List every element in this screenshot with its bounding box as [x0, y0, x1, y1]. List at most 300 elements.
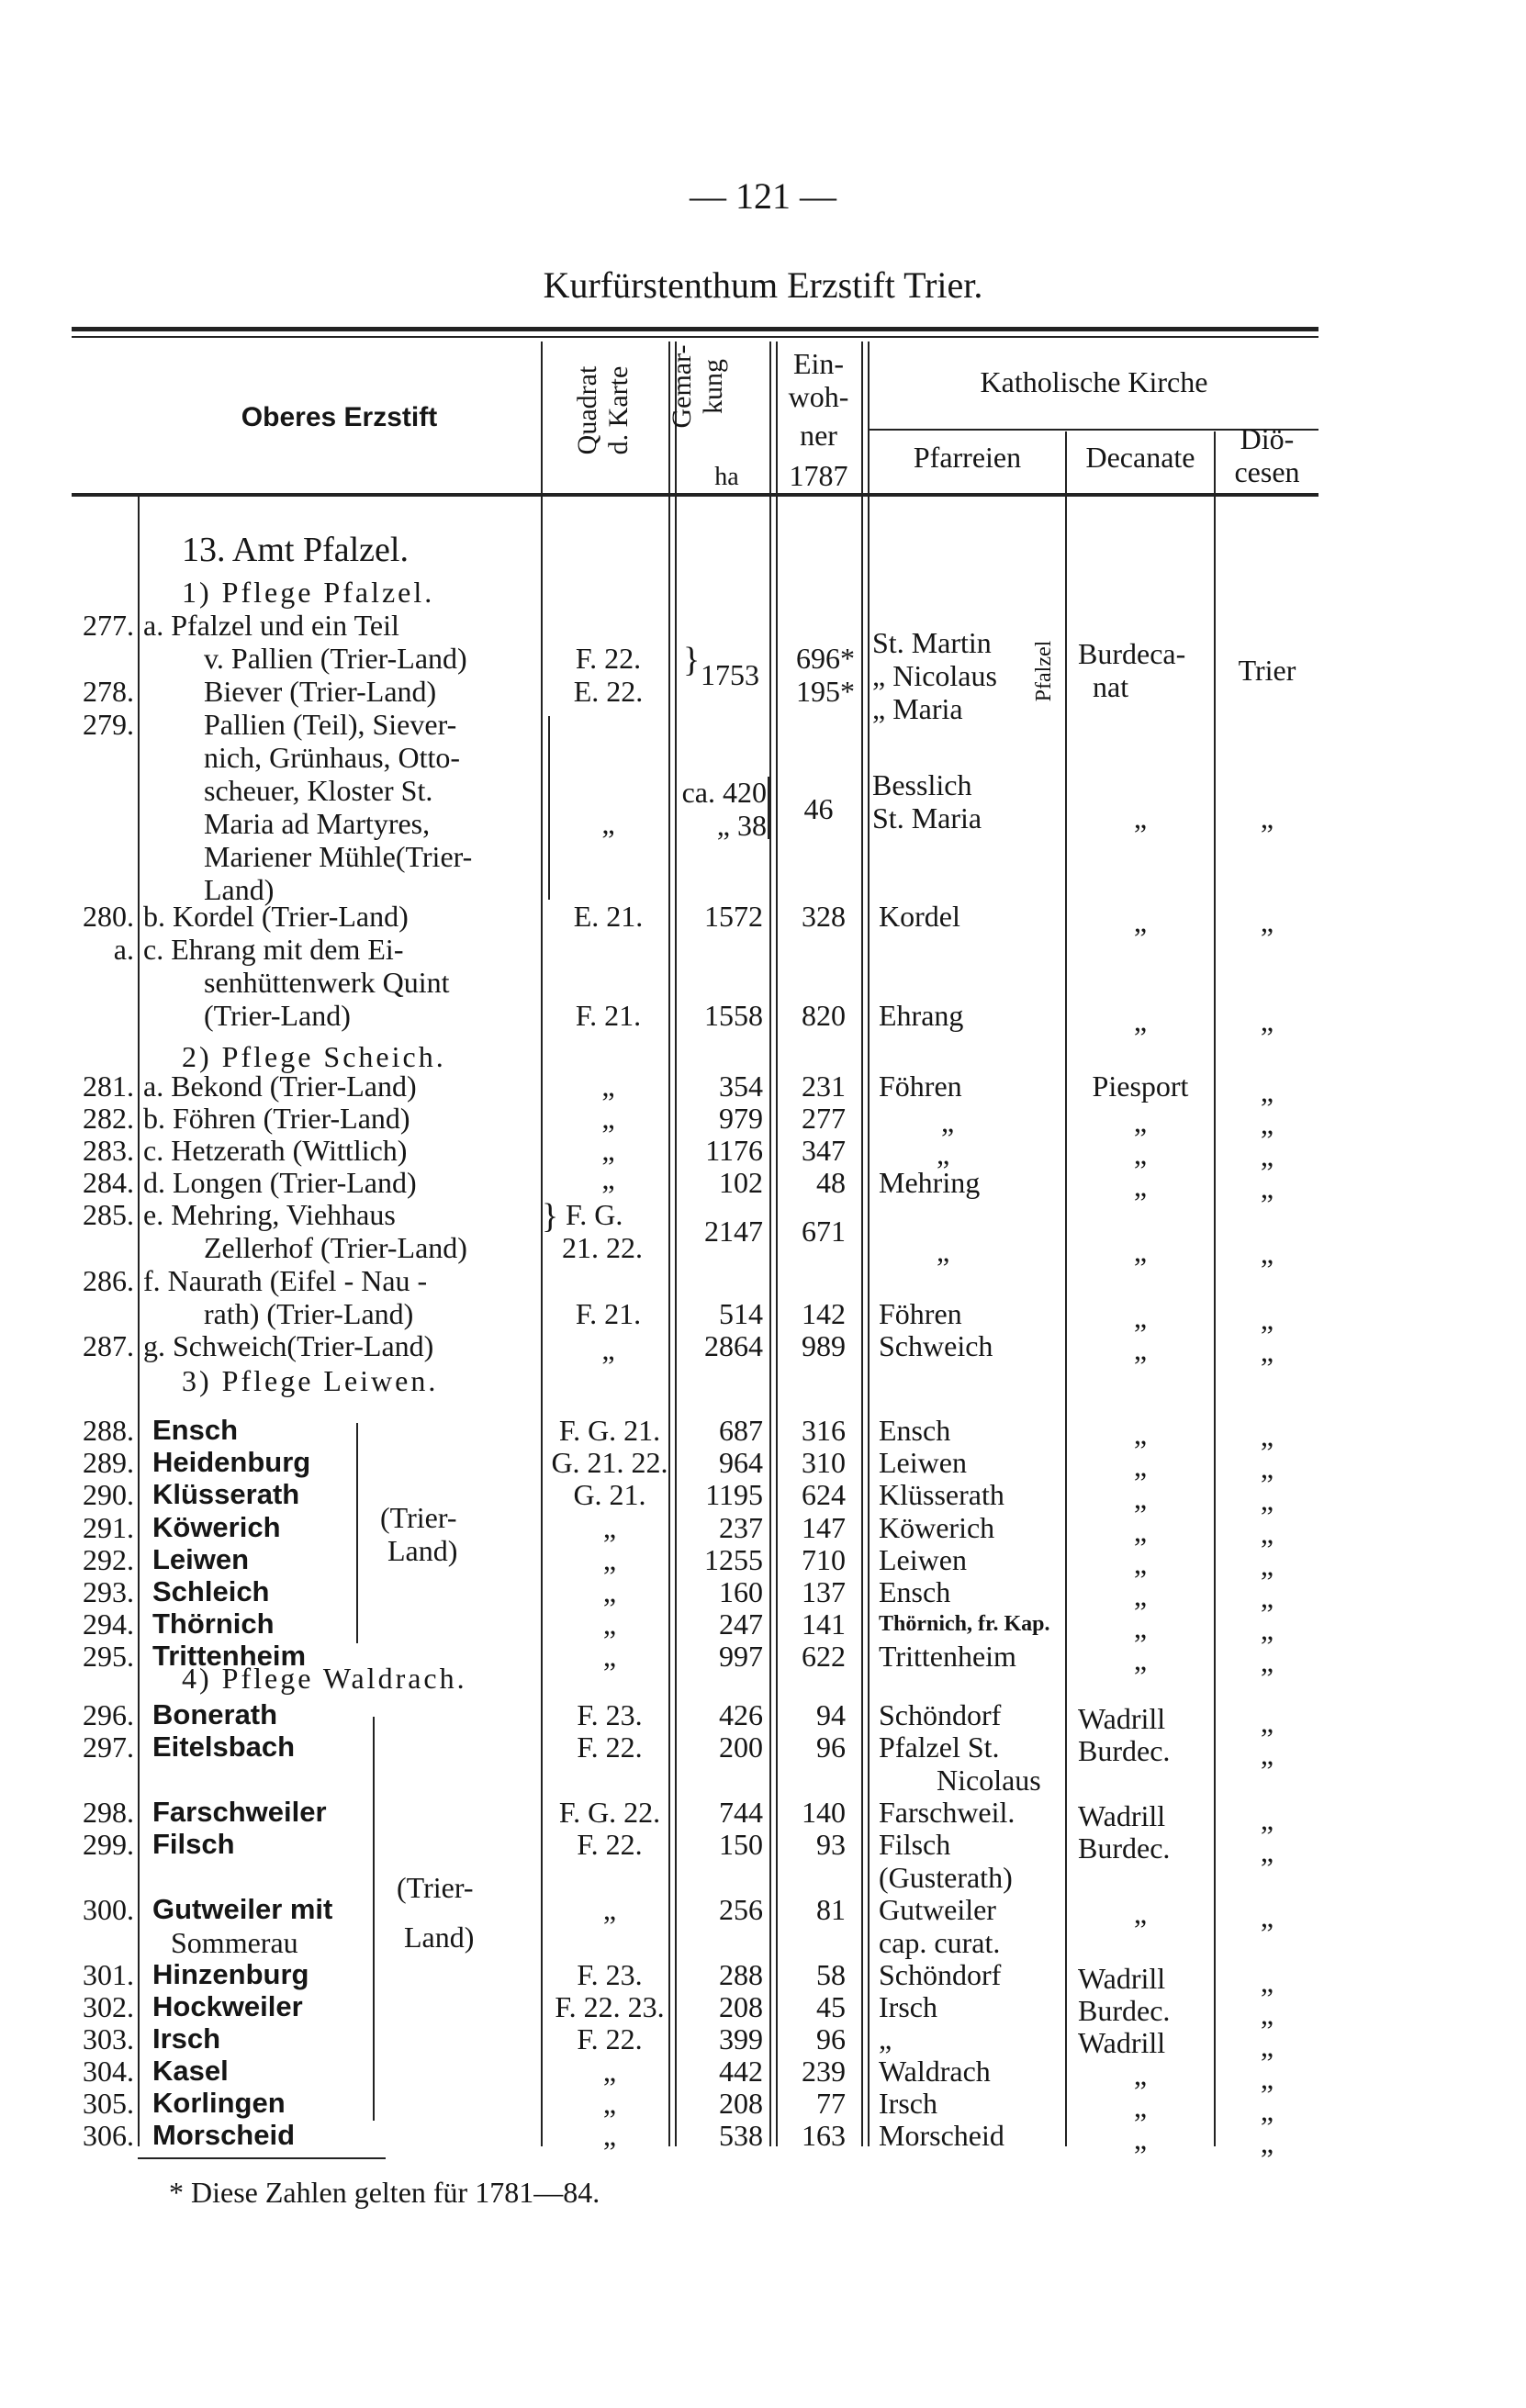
row-number: 301. [83, 1958, 134, 1991]
gemarkung-value: 1255 [704, 1543, 763, 1576]
row-number: 290. [83, 1478, 134, 1511]
decanat-value: „ [1133, 1611, 1148, 1644]
pfarrei-value: „ [879, 2022, 892, 2055]
quadrat-value: G. 21. 22. [551, 1446, 668, 1479]
place-label: Farschweiler [152, 1796, 327, 1828]
gemarkung-value: 426 [719, 1698, 763, 1731]
einwohner-value: 820 [802, 999, 846, 1032]
quadrat-value: „ [602, 1893, 617, 1926]
place-label: a. Pfalzel und ein Teil [143, 609, 399, 642]
pfarrei-value: St. Martin [872, 626, 992, 659]
place-label: Zellerhof (Trier-Land) [204, 1231, 467, 1264]
place-label: rath) (Trier-Land) [204, 1297, 414, 1330]
einwohner-value: 163 [802, 2119, 846, 2152]
pfarrei-value: Leiwen [879, 1446, 967, 1479]
page-title: Kurfürstenthum Erzstift Trier. [543, 264, 983, 306]
row-number: 278. [83, 675, 134, 708]
row-number: 279. [83, 708, 134, 741]
gemarkung-value: 354 [719, 1070, 763, 1103]
quadrat-value: „ [601, 1162, 615, 1195]
pfarrei-value: Gutweiler [879, 1893, 996, 1926]
place-label: Kasel [152, 2055, 229, 2087]
place-label: Maria ad Martyres, [204, 807, 431, 840]
gemarkung-value: 102 [719, 1166, 763, 1199]
quadrat-value: „ [602, 2055, 617, 2088]
gemarkung-value: 160 [719, 1575, 763, 1608]
quadrat-value: „ [601, 807, 615, 840]
pfarrei-value: Trittenheim [879, 1640, 1016, 1673]
rule-num [138, 497, 140, 2146]
rule-einwohner-a [861, 342, 863, 2146]
quadrat-value: „ [601, 1102, 615, 1135]
gemarkung-value: 150 [719, 1828, 763, 1861]
pfarrei-value: Ensch [879, 1414, 951, 1447]
dioecese-value: „ [1260, 1139, 1274, 1172]
rule-pfarreien [1065, 431, 1067, 2146]
quadrat-value: E. 21. [573, 900, 644, 933]
quadrat-value: F. 22. [577, 2022, 643, 2055]
place-label: Thörnich [152, 1607, 275, 1640]
footnote-rule [138, 2157, 386, 2159]
row-number: 283. [83, 1134, 134, 1167]
group-brace [768, 777, 769, 839]
place-label: Heidenburg [152, 1446, 311, 1478]
gemarkung-value: 1176 [705, 1134, 763, 1167]
place-label: g. Schweich(Trier-Land) [143, 1329, 434, 1362]
quadrat-value: „ [601, 1134, 615, 1167]
einwohner-value: 81 [816, 1893, 846, 1926]
decanat-value: „ [1133, 2058, 1148, 2091]
header-quadrat-2: d. Karte [603, 365, 634, 455]
quadrat-value: F. 22. [577, 1828, 643, 1861]
pfarrei-value: Filsch [879, 1828, 951, 1861]
place-label: Ensch [152, 1414, 239, 1446]
dioecese-value: „ [1260, 1237, 1274, 1270]
gemarkung-value: 247 [719, 1607, 763, 1641]
header-kirche: Katholische Kirche [980, 365, 1208, 398]
quadrat-value: F. 21. [575, 999, 642, 1032]
place-label: Pallien (Teil), Siever- [204, 708, 457, 741]
quadrat-value: F. 21. [575, 1297, 642, 1330]
pfarrei-value: Schöndorf [879, 1698, 1002, 1731]
decanat-value: „ [1133, 1547, 1148, 1580]
quadrat-value: „ [602, 1607, 617, 1641]
header-einwohner-3: ner [800, 419, 837, 452]
row-number: 289. [83, 1446, 134, 1479]
row-number: 302. [83, 1990, 134, 2023]
place-label: c. Ehrang mit dem Ei- [143, 933, 404, 966]
place-label: c. Hetzerath (Wittlich) [143, 1134, 408, 1167]
gemarkung-value: 200 [719, 1730, 763, 1764]
place-label: (Trier-Land) [204, 999, 351, 1032]
pfarrei-value: Föhren [879, 1297, 962, 1330]
dioecese-value: „ [1260, 1517, 1274, 1550]
decanat-value: Wadrill [1078, 1799, 1166, 1832]
header-pfarreien: Pfarreien [913, 441, 1022, 474]
einwohner-value: 195* [796, 675, 855, 708]
quadrat-value: F. G. 21. [558, 1414, 661, 1447]
place-label: Mariener Mühle(Trier- [204, 840, 473, 873]
decanat-value: „ [1133, 1417, 1148, 1450]
header-gemarkung-2: kung [698, 359, 728, 414]
pfarrei-value: Mehring [879, 1166, 981, 1199]
pfarrei-value: Klüsserath [879, 1478, 1004, 1511]
dioecese-value: „ [1260, 1613, 1274, 1646]
einwohner-value: 231 [802, 1070, 846, 1103]
dioecese-value: „ [1260, 1451, 1274, 1484]
pfarrei-value: Thörnich, fr. Kap. [879, 1612, 1050, 1636]
gemarkung-value: 538 [719, 2119, 763, 2152]
gemarkung-value: 208 [719, 2087, 763, 2120]
dioecese-value: „ [1260, 1004, 1274, 1037]
gemarkung-value: 1195 [705, 1478, 763, 1511]
einwohner-value: 710 [802, 1543, 846, 1576]
decanat-value: Piesport [1092, 1070, 1189, 1103]
decanat-value: Wadrill [1078, 1702, 1166, 1735]
quadrat-value: F. G. 22. [558, 1796, 661, 1829]
gemarkung-value: 2147 [704, 1215, 763, 1248]
decanat-value: „ [1133, 905, 1148, 938]
place-label: b. Föhren (Trier-Land) [143, 1102, 410, 1135]
pfarrei-value: Schweich [879, 1329, 993, 1362]
dioecese-value: „ [1260, 1075, 1274, 1108]
row-number: 297. [83, 1730, 134, 1764]
gemarkung-value: 964 [719, 1446, 763, 1479]
land-note: (Trier- [380, 1501, 457, 1534]
gemarkung-value: 514 [719, 1297, 763, 1330]
einwohner-value: 347 [802, 1134, 846, 1167]
row-number: 292. [83, 1543, 134, 1576]
place-label: Filsch [152, 1828, 235, 1860]
row-number: 282. [83, 1102, 134, 1135]
footnote: * Diese Zahlen gelten für 1781—84. [169, 2176, 600, 2209]
header-gemarkung-unit: ha [714, 463, 739, 491]
einwohner-value: 137 [802, 1575, 846, 1608]
row-number: 303. [83, 2022, 134, 2055]
dioecese-value: „ [1260, 1419, 1274, 1452]
pfarrei-value: Köwerich [879, 1511, 995, 1544]
row-number: 286. [83, 1264, 134, 1297]
einwohner-value: 46 [803, 792, 834, 825]
place-label: Irsch [152, 2022, 221, 2055]
quadrat-value: G. 21. [573, 1478, 646, 1511]
dioecese-value: „ [1260, 1549, 1274, 1582]
rule-quadrat-b [675, 342, 677, 2146]
einwohner-value: 96 [816, 2022, 846, 2055]
header-dioecesen-2: cesen [1234, 455, 1300, 488]
dioecese-value: „ [1260, 1706, 1274, 1739]
pfarrei-value: Nicolaus [937, 1764, 1041, 1797]
group-brace [356, 1423, 358, 1643]
rule-einwohner-b [868, 342, 870, 2146]
place-label: v. Pallien (Trier-Land) [204, 642, 467, 675]
quadrat-value: „ [602, 1575, 617, 1608]
group-brace: } [542, 1197, 559, 1236]
gemarkung-value: 1558 [704, 999, 763, 1032]
quadrat-value: „ [601, 1070, 615, 1103]
gemarkung-value: 288 [719, 1958, 763, 1991]
gemarkung-value: 997 [719, 1640, 763, 1673]
dioecese-value: „ [1260, 1171, 1274, 1204]
pfarrei-value: Ehrang [879, 999, 964, 1032]
einwohner-value: 48 [816, 1166, 846, 1199]
pfarrei-value: Föhren [879, 1070, 962, 1103]
pfarrei-value: (Gusterath) [879, 1861, 1013, 1894]
gemarkung-value: 442 [719, 2055, 763, 2088]
row-number: 277. [83, 609, 134, 642]
decanat-value: „ [1133, 1235, 1148, 1268]
gemarkung-value: 237 [719, 1511, 763, 1544]
decanat-value: Burdec. [1078, 1831, 1171, 1865]
quadrat-value: „ [602, 1511, 617, 1544]
pflege-heading-4: 4) Pflege Waldrach. [182, 1662, 467, 1695]
place-label: d. Longen (Trier-Land) [143, 1166, 417, 1199]
rule-decanate [1214, 431, 1216, 2146]
gemarkung-value: 256 [719, 1893, 763, 1926]
row-number: 294. [83, 1607, 134, 1641]
einwohner-value: 142 [802, 1297, 846, 1330]
einwohner-value: 671 [802, 1215, 846, 1248]
einwohner-value: 310 [802, 1446, 846, 1479]
decanat-value: „ [1133, 1301, 1148, 1334]
einwohner-value: 989 [802, 1329, 846, 1362]
group-brace: } [683, 641, 701, 679]
pfarrei-value: Kordel [879, 900, 960, 933]
place-label: Leiwen [152, 1543, 250, 1575]
quadrat-value: 21. 22. [562, 1231, 643, 1264]
pfarrei-side-label: Pfalzel [1032, 640, 1056, 702]
dioecese-value: „ [1260, 2094, 1274, 2127]
place-label: Eitelsbach [152, 1730, 296, 1763]
decanat-value: „ [1133, 1897, 1148, 1930]
pfarrei-value: Ensch [879, 1575, 951, 1608]
einwohner-value: 696* [796, 642, 855, 675]
pflege-heading-3: 3) Pflege Leiwen. [182, 1364, 439, 1397]
einwohner-value: 141 [802, 1607, 846, 1641]
place-label: f. Naurath (Eifel - Nau - [143, 1264, 428, 1297]
einwohner-value: 58 [816, 1958, 846, 1991]
place-label: nich, Grünhaus, Otto- [204, 741, 461, 774]
einwohner-value: 94 [816, 1698, 846, 1731]
einwohner-value: 96 [816, 1730, 846, 1764]
header-einwohner-2: woh- [788, 380, 849, 413]
pfarrei-value: cap. curat. [879, 1926, 1001, 1959]
place-label: Hinzenburg [152, 1958, 309, 1990]
gemarkung-value: 208 [719, 1990, 763, 2023]
pflege-heading-2: 2) Pflege Scheich. [182, 1040, 446, 1073]
row-number: 295. [83, 1640, 134, 1673]
place-label: e. Mehring, Viehhaus [143, 1198, 396, 1231]
land-note: Land) [387, 1534, 458, 1567]
gemarkung-value: 744 [719, 1796, 763, 1829]
place-label: Hockweiler [152, 1990, 303, 2022]
place-label: Biever (Trier-Land) [204, 675, 437, 708]
einwohner-value: 624 [802, 1478, 846, 1511]
amt-heading: 13. Amt Pfalzel. [182, 531, 409, 569]
quadrat-value: F. 22. [577, 1730, 643, 1764]
decanat-value: „ [1133, 2122, 1148, 2156]
row-number: 284. [83, 1166, 134, 1199]
quadrat-value: E. 22. [573, 675, 644, 708]
decanat-value: Burdeca- [1078, 637, 1186, 670]
pfarrei-value: St. Maria [872, 801, 982, 834]
pfarrei-value: Irsch [879, 2087, 937, 2120]
gemarkung-value: ca. 420 [681, 776, 767, 809]
decanat-value: „ [1133, 1482, 1148, 1515]
einwohner-value: 77 [816, 2087, 846, 2120]
header-region: Oberes Erzstift [241, 402, 438, 432]
row-number: 300. [83, 1893, 134, 1926]
pfarrei-value: Besslich [872, 768, 972, 801]
quadrat-value: F. 22. 23. [555, 1990, 665, 2023]
decanat-value: Wadrill [1078, 1962, 1166, 1995]
gemarkung-value: 687 [719, 1414, 763, 1447]
gemarkung-value: 2864 [704, 1329, 763, 1362]
row-number: 299. [83, 1828, 134, 1861]
decanat-value: „ [1133, 1579, 1148, 1612]
quadrat-value: F. 23. [577, 1698, 643, 1731]
gemarkung-value: 979 [719, 1102, 763, 1135]
dioecese-value: „ [1260, 1645, 1274, 1678]
decanat-value: „ [1133, 1170, 1148, 1203]
place-label: Trittenheim [152, 1640, 307, 1672]
einwohner-value: 277 [802, 1102, 846, 1135]
row-number: a. [113, 933, 134, 966]
quadrat-value: F. 22. [575, 642, 642, 675]
header-dioecesen-1: Diö- [1240, 422, 1295, 455]
dioecese-value: Trier [1238, 654, 1296, 687]
einwohner-value: 316 [802, 1414, 846, 1447]
row-number: 287. [83, 1329, 134, 1362]
pfarrei-value: Pfalzel St. [879, 1730, 1000, 1764]
header-quadrat-1: Quadrat [572, 365, 602, 455]
dioecese-value: „ [1260, 1738, 1274, 1771]
einwohner-value: 93 [816, 1828, 846, 1861]
pfarrei-value: „ [937, 1235, 950, 1268]
row-number: 280. [83, 900, 134, 933]
land-note: Land) [404, 1921, 475, 1954]
dioecese-value: „ [1260, 2030, 1274, 2063]
einwohner-value: 328 [802, 900, 846, 933]
gemarkung-value: 1753 [701, 658, 759, 691]
row-number: 291. [83, 1511, 134, 1544]
row-number: 306. [83, 2119, 134, 2152]
decanat-value: Burdec. [1078, 1734, 1171, 1767]
pfarrei-value: Schöndorf [879, 1958, 1002, 1991]
quadrat-value: „ [602, 1543, 617, 1576]
decanat-value: „ [1133, 2090, 1148, 2123]
dioecese-value: „ [1260, 1484, 1274, 1517]
gemarkung-value: „ 38 [716, 809, 767, 842]
place-label: b. Kordel (Trier-Land) [143, 900, 409, 933]
land-note: (Trier- [397, 1871, 474, 1904]
gemarkung-value: 399 [719, 2022, 763, 2055]
quadrat-value: F. 23. [577, 1958, 643, 1991]
place-label: Korlingen [152, 2087, 286, 2119]
decanat-value: „ [1133, 1450, 1148, 1483]
dioecese-value: „ [1260, 1335, 1274, 1368]
quadrat-value: „ [602, 1640, 617, 1673]
row-number: 304. [83, 2055, 134, 2088]
place-label: Land) [204, 873, 275, 906]
dioecese-value: „ [1260, 2062, 1274, 2095]
decanat-value: „ [1133, 1105, 1148, 1138]
rule-gemarkung-a [769, 342, 771, 2146]
dioecese-value: „ [1260, 1107, 1274, 1140]
pfarrei-value: „ [937, 1137, 950, 1170]
rule-quadrat-a [668, 342, 670, 2146]
pfarrei-value: Waldrach [879, 2055, 991, 2088]
dioecese-value: „ [1260, 1900, 1274, 1933]
group-brace [373, 1717, 375, 2121]
place-label: Sommerau [171, 1926, 298, 1959]
decanat-value: Wadrill [1078, 2026, 1166, 2059]
header-gemarkung-1: Gemar- [667, 344, 697, 429]
place-label: senhüttenwerk Quint [204, 966, 450, 999]
place-label: Schleich [152, 1575, 270, 1607]
gemarkung-value: 1572 [704, 900, 763, 933]
row-number: 296. [83, 1698, 134, 1731]
row-number: 293. [83, 1575, 134, 1608]
place-label: a. Bekond (Trier-Land) [143, 1070, 417, 1103]
pfarrei-value: „ Maria [872, 692, 963, 725]
place-label: Bonerath [152, 1698, 278, 1730]
header-einwohner-1: Ein- [792, 347, 845, 380]
dioecese-value: „ [1260, 2126, 1274, 2159]
row-number: 288. [83, 1414, 134, 1447]
decanat-value: „ [1133, 1004, 1148, 1037]
einwohner-value: 147 [802, 1511, 846, 1544]
quadrat-value: „ [602, 2087, 617, 2120]
pfarrei-value: Leiwen [879, 1543, 967, 1576]
row-number: 281. [83, 1070, 134, 1103]
dioecese-value: „ [1260, 1966, 1274, 1999]
row-number: 298. [83, 1796, 134, 1829]
decanat-value: nat [1093, 670, 1129, 703]
place-label: scheuer, Kloster St. [204, 774, 433, 807]
einwohner-value: 140 [802, 1796, 846, 1829]
pfarrei-value: Morscheid [879, 2119, 1004, 2152]
dioecese-value: „ [1260, 1303, 1274, 1336]
top-rule-thick [72, 327, 1318, 331]
decanat-value: „ [1133, 1515, 1148, 1548]
pfarrei-value: „ Nicolaus [872, 659, 997, 692]
place-label: Köwerich [152, 1511, 281, 1543]
place-label: Klüsserath [152, 1478, 300, 1510]
dioecese-value: „ [1260, 1581, 1274, 1614]
einwohner-value: 45 [816, 1990, 846, 2023]
rule-name [541, 342, 543, 2146]
dioecese-value: „ [1260, 1998, 1274, 2031]
row-number: 305. [83, 2087, 134, 2120]
pfarrei-value: „ [941, 1105, 955, 1138]
quadrat-value: „ [601, 1333, 615, 1366]
pfarrei-value: Farschweil. [879, 1796, 1015, 1829]
dioecese-value: „ [1260, 1803, 1274, 1836]
place-label: Morscheid [152, 2119, 296, 2151]
decanat-value: „ [1133, 1137, 1148, 1170]
pfarrei-value: Irsch [879, 1990, 937, 2023]
einwohner-value: 239 [802, 2055, 846, 2088]
dioecese-value: „ [1260, 801, 1274, 834]
place-label: Gutweiler mit [152, 1893, 333, 1925]
header-einwohner-4: 1787 [789, 459, 848, 492]
page-number: — 121 — [690, 175, 836, 217]
dioecese-value: „ [1260, 905, 1274, 938]
quadrat-value: F. G. [566, 1198, 623, 1231]
decanat-value: „ [1133, 1643, 1148, 1676]
quadrat-value: „ [602, 2119, 617, 2152]
